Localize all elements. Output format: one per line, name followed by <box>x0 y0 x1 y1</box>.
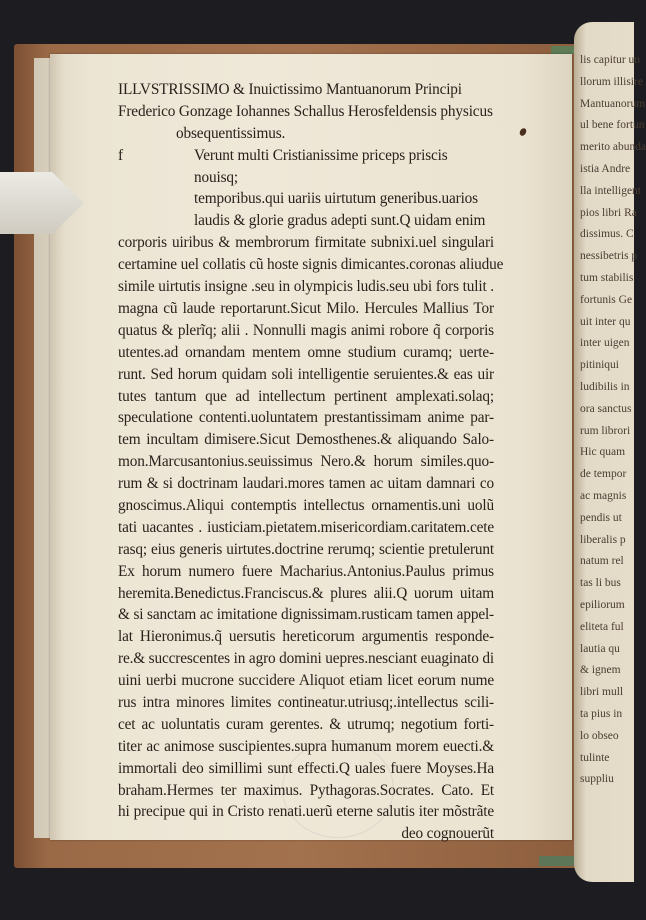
facing-page-line: ludibilis in <box>580 380 630 393</box>
body-line: tutes tantum que ad intellectum pertinent amplexati.solaq; <box>118 387 494 405</box>
closing-line: deo cognouerũt <box>401 825 494 843</box>
facing-page-line: lis capitur un <box>580 54 641 66</box>
body-line: speculatione contenti.uoluntatem prestantissimam anime par- <box>118 409 494 427</box>
body-line: braham.Hermes ter maximus. Pythagoras.Socrates. Cato. Et <box>118 781 494 799</box>
body-line: & si sanctam ac imitatione dignissimam.rusticam tamen appel- <box>118 606 494 624</box>
facing-page-line: liberalis p <box>580 533 626 546</box>
first-body-line <box>118 145 494 189</box>
body-line: magna cũ laude reportarunt.Sicut Milo. Hercules Mallius Tor <box>118 299 494 317</box>
body-line: tati uacantes . iusticiam.pietatem.misericordiam.caritatem.cete <box>118 518 494 536</box>
body-line: runt. Sed horum quidam soli intelligentie seruientes.& eas uir <box>118 365 494 383</box>
facing-page-line: Hic quam <box>580 446 626 459</box>
body-line: heremita.Benedictus.Franciscus.& plures alii.Q uorum uitam <box>118 584 494 602</box>
facing-page-line: tas li bus <box>580 577 621 590</box>
body-line: gnoscimus.Aliqui contemptis intellectus ornamentis.uni uolũ <box>118 496 494 514</box>
facing-page-line: Mantuanorum <box>580 97 646 110</box>
facing-page-line: suppliu <box>580 773 614 786</box>
facing-page-line: uit inter qu <box>580 315 631 328</box>
body-line: utentes.ad ornandam mentem omne studium curamq; uerte- <box>118 343 494 361</box>
body-line: rum & si doctrinam laudari.mores tamen ac uitam damnari co <box>118 475 494 493</box>
body-line: laudis & glorie gradus adepti sunt.Q uidam enim <box>194 212 486 230</box>
body-line: quatus & plerĩq; alii . Nonnulli magis animi robore q̃ corporis <box>118 321 494 339</box>
body-line: tem incultam dimisere.Sicut Demosthenes.& aliquando Salo- <box>118 431 494 449</box>
body-line: Ex horum numero fuere Macharius.Antonius.Paulus primus <box>118 562 494 580</box>
text-block <box>118 79 504 845</box>
body-line: titer ac animose suscipientes.supra humanum morem euecti.& <box>118 737 494 755</box>
body-line: temporibus.qui uariis uirtutum generibus.uarios <box>194 190 478 208</box>
body-line: rasq; eius generis uirtutes.doctrine rerumq; scientie pretulerunt <box>118 540 494 558</box>
body-line: Verunt multi Cristianissime priceps priscis nouisq; <box>194 146 448 186</box>
facing-page-line: lautia qu <box>580 642 620 655</box>
heading-line-1: ILLVSTRISSIMO & Inuictissimo Mantuanorum Principi <box>118 81 462 98</box>
body-line: re.& succrescentes in agro domini uepres.nesciant euaginato di <box>118 650 494 668</box>
body-line: rus intra minores limites contineatur.utriusq;.intellectus scili- <box>118 693 494 711</box>
facing-page-line: epiliorum <box>580 598 625 611</box>
guide-letter: f <box>118 146 123 164</box>
facing-page-line: dissimus. C <box>580 228 634 241</box>
body-line: certamine uel collatis cũ hoste signis dimicantes.coronas aliudue <box>118 256 504 274</box>
facing-page-line: lo obseo <box>580 729 619 742</box>
heading-line-3: obsequentissimus. <box>176 124 286 142</box>
heading-line-2: Frederico Gonzage Iohannes Schallus Herosfeldensis physicus <box>118 102 493 120</box>
facing-page-text <box>580 50 646 786</box>
facing-page-line: natum rel <box>580 555 624 568</box>
facing-page-line: ora sanctus <box>580 402 632 415</box>
facing-page-line: istia Andre <box>580 162 631 175</box>
body-line: hi precipue qui in Cristo renati.uerũ eterne salutis iter mõstrãte <box>118 803 494 821</box>
facing-page-line: nessibetris p <box>580 250 638 263</box>
facing-page-line: libri mull <box>580 686 624 699</box>
body-line: mon.Marcusantonius.seuissimus Nero.& horum similes.quo- <box>118 453 494 471</box>
body-line: lat Hieronimus.q̃ uersutis hereticorum argumentis responde- <box>118 628 494 646</box>
facing-page-line: pios libri Ra <box>580 206 637 219</box>
body-line: cet ac uoluntatis curam gerentes. & utrumq; negotium forti- <box>118 715 494 733</box>
body-text <box>118 188 504 823</box>
body-line: immortali deo simillimi sunt effecti.Q uales fuere Moyses.Ha <box>118 759 494 777</box>
facing-page-line: eliteta ful <box>580 620 624 633</box>
page-gutter-shadow <box>50 54 64 840</box>
facing-page-line: tum stabilis <box>580 271 634 284</box>
facing-page-line: & ignem <box>580 664 621 677</box>
facing-page-line: tulinte <box>580 751 610 764</box>
facing-page-line: ac magnis <box>580 489 627 502</box>
facing-page-line: ul bene fortun <box>580 119 645 132</box>
facing-page-line: ta pius in <box>580 707 623 720</box>
body-line: corporis uiribus & membrorum firmitate subnixi.uel singulari <box>118 234 494 252</box>
facing-page-line: inter uigen <box>580 337 630 350</box>
body-line: uini uerbi mucrone succidere Aliquot etiam licet eorum nume <box>118 672 494 690</box>
facing-page-line: pitiniqui <box>580 359 619 372</box>
facing-page-line: merito abunda <box>580 141 646 154</box>
facing-page-line: de tempor <box>580 468 627 481</box>
facing-page-line: llorum illisire <box>580 75 643 88</box>
facing-page-line: rum librori <box>580 424 631 437</box>
facing-page-line: fortunis Ge <box>580 293 633 306</box>
facing-page-line: pendis ut <box>580 511 622 524</box>
facing-page-line: lla intelligent <box>580 184 641 197</box>
body-line: simile uirtutis insigne .seu in olympicis ludis.seu ubi fors tulit . <box>118 278 494 296</box>
